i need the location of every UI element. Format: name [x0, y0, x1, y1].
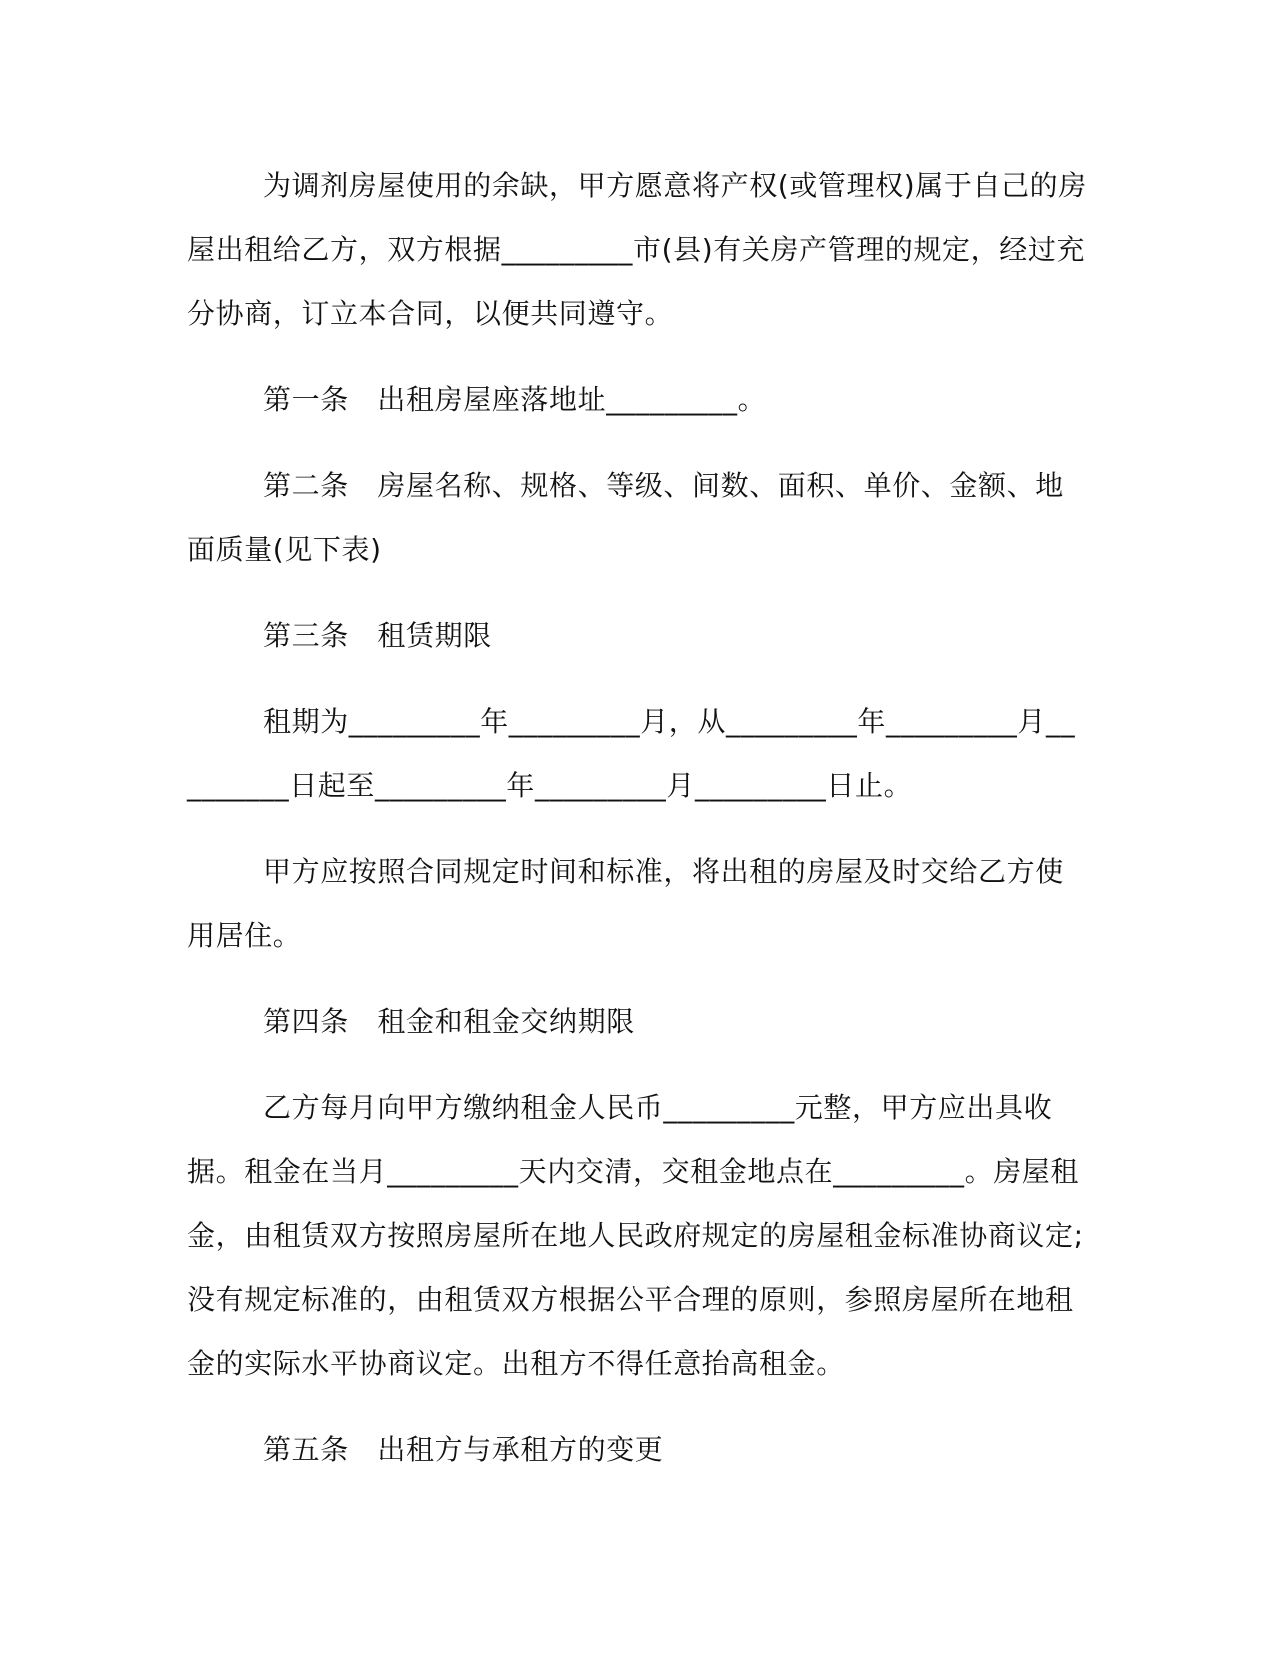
article-3-heading: 第三条 租赁期限 [263, 619, 492, 652]
preamble-paragraph: 为调剂房屋使用的余缺，甲方愿意将产权(或管理权)属于自己的房屋出租给乙方，双方根据_________市(县)有关房产管理的规定，经过充分协商，订立本合同，以便共同遵守。 [187, 169, 1087, 330]
article-4-heading: 第四条 租金和租金交纳期限 [263, 1005, 635, 1038]
article-2-paragraph: 第二条 房屋名称、规格、等级、间数、面积、单价、金额、地面质量(见下表) [187, 469, 1064, 566]
article-5-heading: 第五条 出租方与承租方的变更 [263, 1433, 664, 1466]
handover-paragraph: 甲方应按照合同规定时间和标准，将出租的房屋及时交给乙方使用居住。 [187, 855, 1064, 952]
document-body [187, 154, 1087, 1504]
article-1-paragraph: 第一条 出租房屋座落地址_________。 [263, 383, 767, 416]
lease-term-paragraph: 租期为_________年_________月，从_________年_________月_________日起至_________年_________月_________日止。 [187, 705, 1076, 802]
rent-payment-paragraph: 乙方每月向甲方缴纳租金人民币_________元整，甲方应出具收据。租金在当月_________天内交清，交租金地点在_________。房屋租金，由租赁双方按照房屋所在地人民政府规定的房屋租金标准协商议定;没有规定标准的，由租赁双方根据公平合理的原则，参照房屋所在地租金的实际水平协商议定。出租方不得任意抬高租金。 [187, 1091, 1084, 1380]
